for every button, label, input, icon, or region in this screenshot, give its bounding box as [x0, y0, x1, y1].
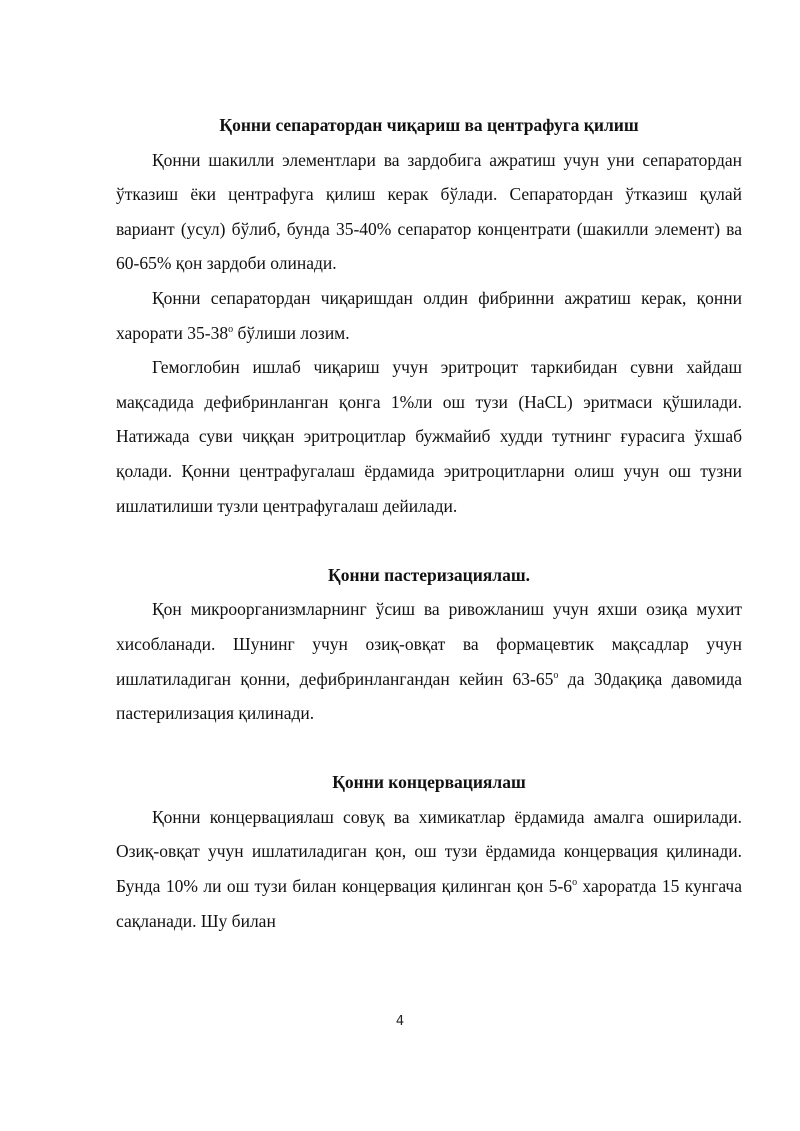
paragraph-separation-intro: Қонни шакилли элементлари ва зардобига ажратиш учун уни сепаратордан ўтказиш ёки центрафуга қилиш керак бўлади. Сепаратордан ўтказиш қулай вариант (усул) бўлиб, бунда 35-40% сепаратор концентрати (шакилли элемент) ва 60-65% қон зардоби олинади. [116, 149, 742, 274]
degree-superscript: о [228, 323, 234, 335]
section-heading-conservation: Қонни концервациялаш [332, 772, 526, 793]
paragraph-separation-temperature [116, 281, 742, 350]
paragraph-text: Қонни концервациялаш совуқ ва химикатлар ёрдамида амалга оширилади. Озиқ-овқат учун ишлатиладиган қон, ош тузи ёрдамида концервация қилинади. Бунда 10% ли ош тузи билан концервация қилинган қон 5-6 [116, 806, 742, 897]
paragraph-text: да 30дақиқа давомида пастерилизация қилинади. [116, 668, 742, 724]
section-heading-separation: Қонни сепаратордан чиқариш ва центрафуга қилиш [219, 115, 639, 135]
paragraph-text: хароратда 15 кунгача сақланади. Шу билан [116, 876, 742, 931]
degree-superscript: о [553, 669, 559, 681]
section-spacer [116, 523, 742, 558]
page-number: 4 [395, 1014, 405, 1029]
paragraph-text: Қонни сепаратордан чиқаришдан олдин фибринни ажратиш керак, қонни харорати 35-38 [116, 287, 742, 343]
paragraph-text: бўлиши лозим. [233, 322, 350, 343]
paragraph-pasteurization [116, 592, 742, 730]
paragraph-text: Қон микроорганизмларнинг ўсиш ва ривожланиш учун яхши озиқа мухит хисобланади. Шунинг учун озиқ-овқат ва формацевтик мақсадлар учун ишлатиладиган қонни, дефибринлангандан кейин 63-65 [116, 599, 742, 689]
degree-superscript: о [572, 877, 578, 889]
page-content [116, 108, 742, 938]
section-spacer [116, 731, 742, 766]
paragraph-hemoglobin: Гемоглобин ишлаб чиқариш учун эритроцит таркибидан сувни хайдаш мақсадида дефибринланган қонга 1%ли ош тузи (HaCL) эритмаси қўшилади. Натижада суви чиққан эритроцитлар бужмайиб худди тутнинг ғурасига ўхшаб қолади. Қонни центрафугалаш ёрдамида эритроцитларни олиш учун ош тузни ишлатилиши тузли центрафугалаш дейилади. [116, 357, 742, 516]
section-heading-pasteurization: Қонни пастеризациялаш. [328, 564, 530, 585]
paragraph-conservation [116, 800, 742, 938]
